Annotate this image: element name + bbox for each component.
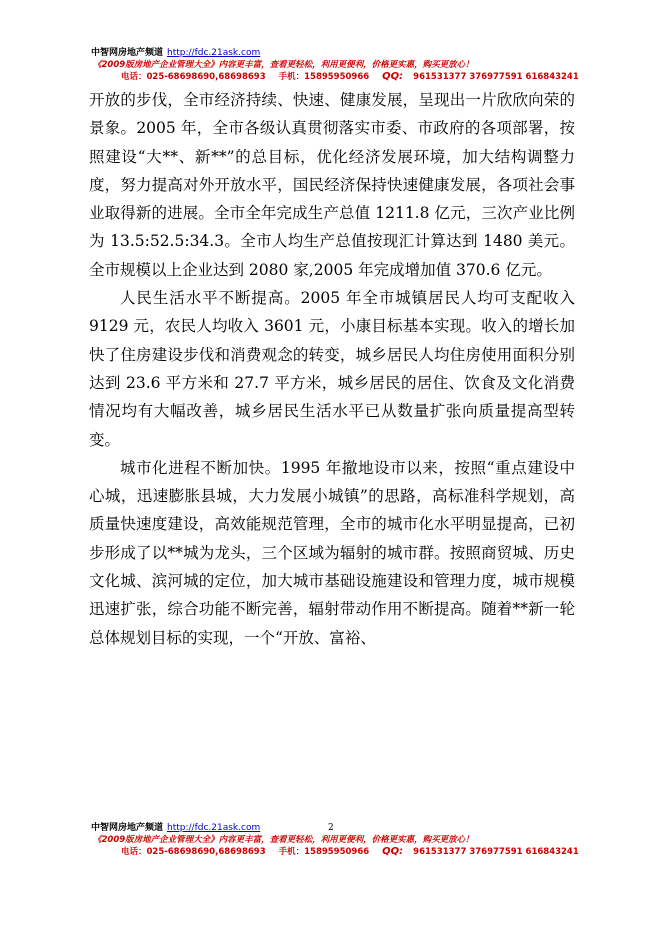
header-phone: 电话：025-68698690,68698693 [121, 72, 266, 82]
header-promo: 《2009版房地产企业管理大全》内容更丰富，查看更轻松，利用更便利，价格更实惠，购买更放心！ [93, 60, 474, 70]
header-site-name: 中智网房地产频道 [91, 48, 164, 58]
page-number: 2 [328, 823, 334, 833]
footer-site-line [91, 822, 611, 835]
footer-site-name: 中智网房地产频道 [91, 823, 164, 833]
footer-promo: 《2009版房地产企业管理大全》内容更丰富，查看更轻松，利用更便利，价格更实惠，购买更放心！ [93, 835, 474, 845]
header-site-line [91, 47, 611, 60]
paragraph-urbanization: 城市化进程不断加快。1995 年撤地设市以来，按照“重点建设中心城，迅速膨胀县城，大力发展小城镇”的思路，高标准科学规划，高质量快速度建设，高效能规范管理，全市的城市化水平明显提高，已初步形成了以**城为龙头，三个区域为辐射的城市群。按照商贸城、历史文化城、滨河城的定位，加大城市基础设施建设和管理力度，城市规模迅速扩张，综合功能不断完善，辐射带动作用不断提高。随着**新一轮总体规划目标的实现，一个“开放、富裕、 [89, 458, 575, 647]
header-qq-label: QQ: [382, 71, 404, 82]
header-mobile: 手机：15895950966 [278, 72, 370, 82]
paragraph-living-standards: 人民生活水平不断提高。2005 年全市城镇居民人均可支配收入 9129 元，农民人均收入 3601 元，小康目标基本实现。收入的增长加快了住房建设步伐和消费观念的转变，城乡居民人均住房使用面积分别达到 23.6 平方米和 27.7 平方米，城乡居民的居住、饮食及文化消费情况均有大幅改善，城乡居民生活水平已从数量扩张向质量提高型转变。 [89, 289, 575, 449]
page-header [91, 47, 611, 83]
footer-qq-label: QQ: [382, 846, 404, 857]
header-url-link[interactable]: http://fdc.21ask.com [167, 48, 261, 58]
footer-contact-line [121, 846, 611, 858]
header-contact-line [121, 71, 611, 83]
footer-url-link[interactable]: http://fdc.21ask.com [167, 823, 261, 833]
page-footer [91, 822, 611, 858]
footer-qq-numbers: 961531377 376977591 616843241 [413, 847, 579, 857]
header-qq [382, 72, 589, 82]
paragraph-economy: 开放的步伐，全市经济持续、快速、健康发展，呈现出一片欣欣向荣的景象。2005 年，全市各级认真贯彻落实市委、市政府的各项部署，按照建设“大**、新**”的总目标，优化经济发展环境，加大结构调整力度，努力提高对外开放水平，国民经济保持快速健康发展，各项社会事业取得新的进展。全市全年完成生产总值 1211.8 亿元，三次产业比例为 13.5:52.5:34.3。全市人均生产总值按现汇计算达到 1480 美元。全市规模以上企业达到 2080 家,2005 年完成增加值 370.6 亿元。 [89, 91, 575, 279]
document-body [89, 86, 575, 652]
footer-mobile: 手机：15895950966 [278, 847, 370, 857]
footer-phone: 电话：025-68698690,68698693 [121, 847, 266, 857]
header-qq-numbers: 961531377 376977591 616843241 [413, 72, 579, 82]
footer-qq [382, 847, 589, 857]
